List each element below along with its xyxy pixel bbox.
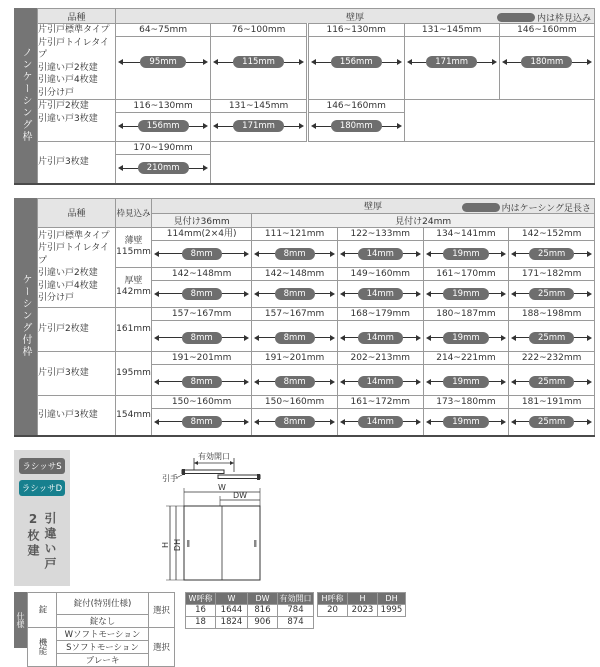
casing-pill: 14mm — [358, 416, 403, 428]
table2-section — [14, 198, 595, 437]
col-h-name: H呼称 — [318, 592, 348, 604]
diagram-opening-label: 有効開口 — [198, 451, 230, 461]
wall-range-cell: 146~160mm 180mm — [499, 24, 594, 100]
note-pill-icon — [497, 13, 535, 22]
wall-range-cell: 157~167mm 8mm — [252, 307, 338, 351]
series-panel — [14, 450, 70, 586]
casing-pill: 8mm — [275, 332, 315, 344]
casing-pill: 19mm — [443, 376, 488, 388]
wall-range-cell: 114mm(2×4用) 8mm — [152, 227, 252, 267]
depth-cell: 薄壁 115mm — [116, 227, 152, 267]
casing-pill: 14mm — [358, 332, 403, 344]
wall-range-cell: 149~160mm 14mm — [337, 267, 423, 307]
wall-range-cell: 111~121mm 8mm — [252, 227, 338, 267]
table2-sidebar-label: ケーシング付枠 — [14, 198, 37, 437]
note-text: 内はケーシング足長さ — [501, 203, 591, 214]
wall-range-cell: 142~148mm 8mm — [152, 267, 252, 307]
diagram-handle-label: 引手 — [162, 473, 178, 483]
wall-range-cell: 202~213mm 14mm — [337, 351, 423, 395]
options-table — [27, 592, 175, 667]
casing-pill: 25mm — [529, 248, 574, 260]
wall-label: 壁厚 — [345, 12, 364, 23]
wall-range-cell: 150~160mm 8mm — [152, 395, 252, 436]
subhead-mitsuke36: 見付け36mm — [152, 213, 252, 227]
casing-pill: 19mm — [443, 416, 488, 428]
depth-cell: 195mm — [116, 351, 152, 395]
wall-range-cell: 181~191mm 25mm — [509, 395, 595, 436]
table1-col-wall — [116, 9, 595, 24]
diagram-h-label: H — [161, 541, 170, 548]
col-dh: DH — [378, 592, 406, 604]
wall-range-cell: 161~170mm 19mm — [423, 267, 509, 307]
casing-pill: 19mm — [443, 332, 488, 344]
casing-pill: 8mm — [182, 332, 222, 344]
option-item[interactable]: Wソフトモーション — [57, 627, 149, 640]
casing-pill: 8mm — [275, 416, 315, 428]
wall-range-cell: 142~152mm 25mm — [509, 227, 595, 267]
table1-section — [14, 8, 595, 185]
product-type-label: 引違い戸2枚建 — [26, 511, 57, 572]
diagram-dw-label: DW — [232, 490, 248, 500]
casing-pill: 8mm — [182, 248, 222, 260]
col-opening: 有効開口 — [279, 593, 312, 603]
depth-cell: 厚壁 142mm — [116, 267, 152, 307]
casing-pill: 8mm — [182, 416, 222, 428]
wall-range-cell: 131~145mm 171mm — [211, 100, 308, 142]
series-badge-lasissa-s[interactable]: ラシッサS — [19, 458, 65, 474]
empty-cell — [211, 142, 595, 184]
wall-range-cell: 173~180mm 19mm — [423, 395, 509, 436]
table1-col-product: 品種 — [38, 9, 116, 24]
series-badge-lasissa-d[interactable]: ラシッサD — [19, 480, 65, 496]
col-w-name: W呼称 — [186, 592, 216, 604]
wall-range-cell: 157~167mm 8mm — [152, 307, 252, 351]
frame-depth-pill: 180mm — [331, 120, 382, 132]
table1-sidebar-label: ノンケーシング枠 — [14, 8, 37, 185]
col-dw: DW — [248, 592, 278, 604]
option-item[interactable]: 錠付(特別仕様) — [57, 592, 149, 614]
depth-cell: 161mm — [116, 307, 152, 351]
casing-pill: 25mm — [529, 376, 574, 388]
col-h: H — [348, 592, 378, 604]
option-item[interactable]: 錠なし — [57, 614, 149, 627]
col-w: W — [216, 592, 248, 604]
wall-range-cell: 214~221mm 19mm — [423, 351, 509, 395]
casing-pill: 8mm — [275, 248, 315, 260]
casing-pill: 14mm — [358, 376, 403, 388]
note-text: 内は枠見込み — [536, 14, 591, 24]
wall-range-cell: 191~201mm 8mm — [152, 351, 252, 395]
casing-pill: 25mm — [529, 288, 574, 300]
height-dimension-table — [317, 592, 406, 617]
casing-pill: 8mm — [182, 376, 222, 388]
spec-sidebar-label: 仕様 — [14, 592, 27, 648]
table2 — [37, 198, 595, 437]
wall-range-cell: 64~75mm 95mm — [116, 24, 211, 100]
casing-pill: 14mm — [358, 288, 403, 300]
diagram-dh-label: DH — [173, 538, 182, 551]
table2-col-product: 品種 — [38, 198, 116, 227]
casing-pill: 25mm — [529, 416, 574, 428]
wall-range-cell: 188~198mm 25mm — [509, 307, 595, 351]
wall-range-cell: 150~160mm 8mm — [252, 395, 338, 436]
wall-range-cell: 171~182mm 25mm — [509, 267, 595, 307]
depth-cell: 154mm — [116, 395, 152, 436]
casing-pill: 8mm — [275, 288, 315, 300]
wall-range-cell: 116~130mm 156mm — [116, 100, 211, 142]
note-pill-icon — [462, 203, 500, 212]
table1-row1-products: 片引戸標準タイプ 片引戸トイレタイプ 引違い戸2枚建 引違い戸4枚建 引分け戸 — [38, 24, 116, 100]
table1-row3-products: 片引戸3枚建 — [38, 142, 116, 184]
table2-row5-products: 引違い戸3枚建 — [38, 395, 116, 436]
table2-note — [462, 201, 591, 214]
empty-cell — [404, 100, 594, 142]
casing-pill: 19mm — [443, 248, 488, 260]
wall-label: 壁厚 — [363, 202, 382, 212]
wall-range-cell: 180~187mm 19mm — [423, 307, 509, 351]
option-select[interactable]: 選択 — [149, 592, 175, 627]
frame-depth-pill: 171mm — [233, 120, 284, 132]
frame-depth-pill: 95mm — [140, 56, 185, 68]
frame-depth-pill: 171mm — [426, 56, 477, 68]
door-diagram — [142, 450, 272, 586]
wall-range-cell: 134~141mm 19mm — [423, 227, 509, 267]
table2-col-wall — [152, 198, 595, 213]
casing-pill: 25mm — [529, 332, 574, 344]
table1 — [37, 8, 595, 185]
frame-depth-pill: 180mm — [521, 56, 572, 68]
wall-range-cell: 170~190mm 210mm — [116, 142, 211, 184]
casing-pill: 14mm — [358, 248, 403, 260]
frame-depth-pill: 156mm — [138, 120, 189, 132]
casing-pill: 19mm — [443, 288, 488, 300]
wall-range-cell: 142~148mm 8mm — [252, 267, 338, 307]
option-group-lock: 錠 — [28, 592, 57, 627]
table2-row3-products: 片引戸2枚建 — [38, 307, 116, 351]
frame-depth-pill: 156mm — [331, 56, 382, 68]
spec-options-section — [14, 592, 595, 667]
subhead-mitsuke24: 見付け24mm — [252, 213, 595, 227]
wall-range-cell: 122~133mm 14mm — [337, 227, 423, 267]
casing-pill: 8mm — [275, 376, 315, 388]
series-section — [14, 450, 595, 586]
table2-row1-products: 片引戸標準タイプ 片引戸トイレタイプ 引違い戸2枚建 引違い戸4枚建 引分け戸 — [38, 227, 116, 307]
option-select[interactable]: 選択 — [149, 627, 175, 666]
table1-note — [497, 11, 591, 24]
table-row: 20 2023 1995 — [318, 604, 406, 616]
option-group-function: 機能 — [28, 627, 57, 666]
table1-row2-products: 片引戸2枚建 引違い戸3枚建 — [38, 100, 116, 142]
casing-pill: 8mm — [182, 288, 222, 300]
option-item[interactable]: ブレーキ — [57, 653, 149, 666]
dimension-tables — [185, 592, 406, 629]
diagram-w-label: W — [218, 482, 226, 492]
option-item[interactable]: Sソフトモーション — [57, 640, 149, 653]
wall-range-cell: 76~100mm 115mm — [211, 24, 308, 100]
frame-depth-pill: 115mm — [233, 56, 284, 68]
frame-depth-pill: 210mm — [138, 162, 189, 174]
table-row: 16 1644 816 784 — [186, 604, 314, 616]
wall-range-cell: 191~201mm 8mm — [252, 351, 338, 395]
wall-range-cell: 222~232mm 25mm — [509, 351, 595, 395]
wall-range-cell: 161~172mm 14mm — [337, 395, 423, 436]
table-row: 18 1824 906 874 — [186, 616, 314, 628]
wall-range-cell: 131~145mm 171mm — [404, 24, 499, 100]
table2-col-depth: 枠見込み — [116, 198, 152, 227]
wall-range-cell: 116~130mm 156mm — [307, 24, 404, 100]
width-dimension-table — [185, 592, 314, 629]
wall-range-cell: 168~179mm 14mm — [337, 307, 423, 351]
table2-row4-products: 片引戸3枚建 — [38, 351, 116, 395]
wall-range-cell: 146~160mm 180mm — [307, 100, 404, 142]
